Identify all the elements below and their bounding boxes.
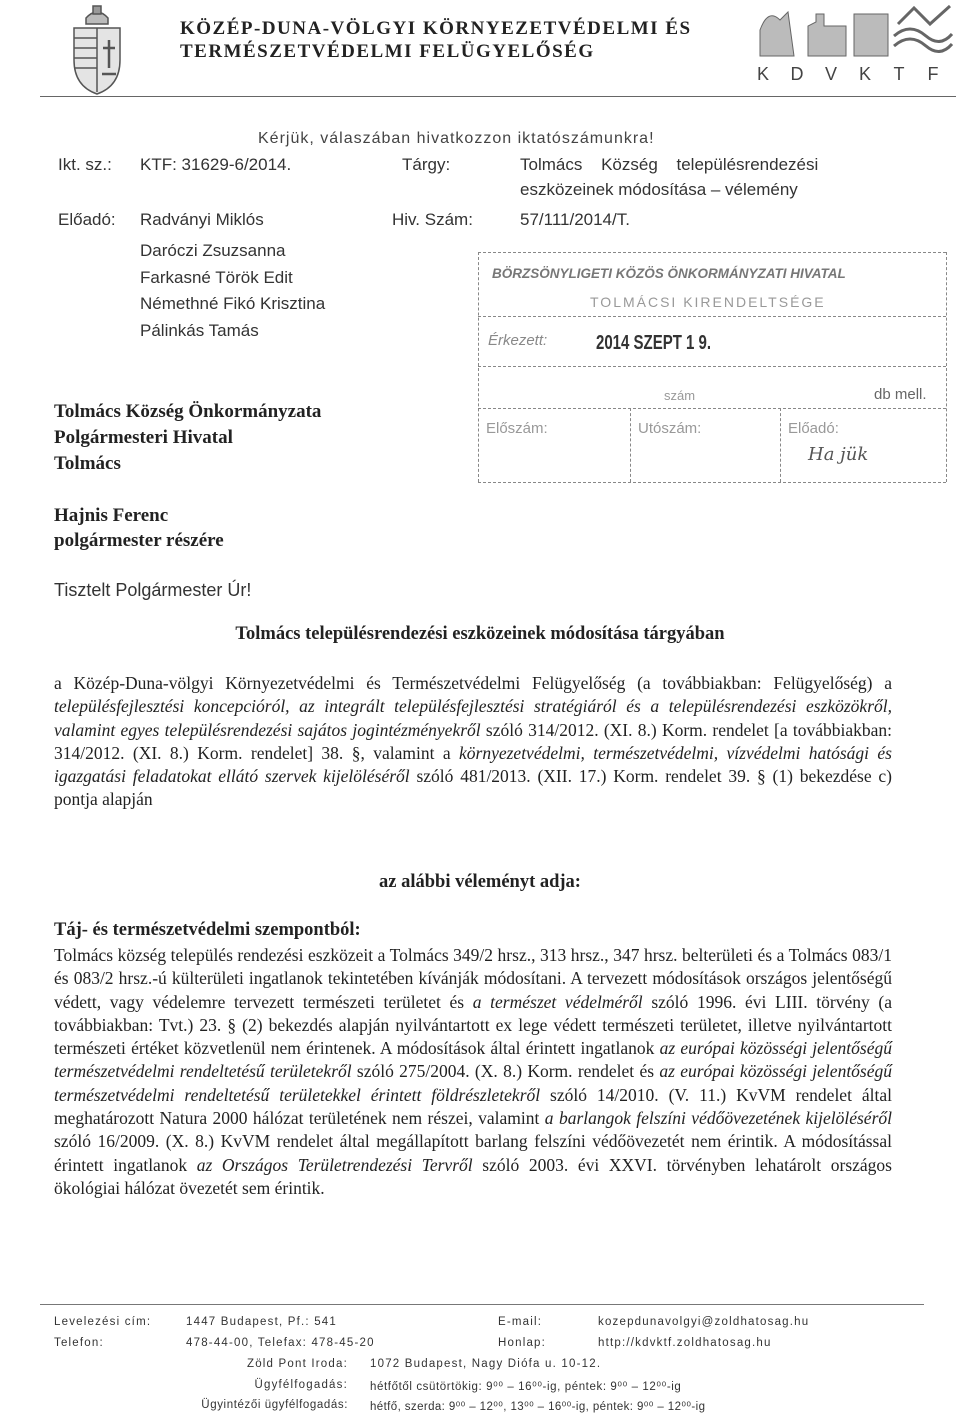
subject-heading: Tolmács településrendezési eszközeinek módosítása tárgyában: [235, 624, 725, 644]
stamp-szam-label: szám: [664, 388, 696, 403]
section-text: szóló 16/2009. (X. 8.) KvVM rendelet által megállapított barlang felszíni védőövezetét nem érintik. A módosítással érintett ingatlanok: [54, 1131, 892, 1175]
stamp-utoszam-label: Utószám:: [638, 420, 702, 437]
section-law-title: a barlangok felszíni védőövezetének kijelöléséről: [544, 1108, 892, 1129]
salutation: Tisztelt Polgármester Úr!: [54, 580, 252, 600]
kdvktf-logo: [754, 0, 954, 60]
section-paragraph: [54, 944, 892, 1200]
header-divider: [40, 96, 956, 97]
ikt-label: Ikt. sz.:: [58, 155, 112, 174]
section-text: Tolmács község település rendezési eszközeit a Tolmács 349/2 hrsz., 313 hrsz., 347 hrsz. belterületi és a Tolmács 083/1 és 083/2 hrsz.-ú külterületi ingatlanok tekintetében kívánják módosítani. A tervezett módosítások országos jelentőségű védett, vagy védelemre tervezett természeti területet és: [54, 945, 892, 1012]
abbr-letter: D: [790, 64, 804, 84]
eloado-name: Farkasné Török Edit: [140, 268, 293, 287]
eloado-name: Némethné Fikó Krisztina: [140, 294, 326, 313]
stamp-line2: TOLMÁCSI KIRENDELTSÉGE: [590, 294, 826, 310]
hiv-label: Hiv. Szám:: [392, 210, 473, 229]
intro-text: szóló 314/2012. (XI. 8.) Korm. rendelet [a továbbiakban: 314/2012. (XI. 8.) Korm. rendelet] 38. §, valamint a: [54, 719, 893, 763]
recipient-line1: Tolmács Község Önkormányzata: [54, 401, 322, 422]
section-heading: Táj- és természetvédelmi szempontból:: [54, 920, 361, 940]
org-name-line1: KÖZÉP-DUNA-VÖLGYI KÖRNYEZETVÉDELMI ÉS: [180, 18, 692, 39]
intro-text: a Közép-Duna-völgyi Környezetvédelmi és Természetvédelmi Felügyelőség (a továbbiakban: Felügyelőség) a: [54, 673, 892, 693]
stamp-eloado-handwritten: Ha jük: [808, 444, 869, 465]
intro-law-title: környezetvédelmi, természetvédelmi, vízvédelmi hatósági és igazgatási feladatokat ellátó szervek kijelöléséről: [54, 742, 892, 787]
stamp-line1: BÖRZSÖNYLIGETI KÖZÖS ÖNKORMÁNYZATI HIVATAL: [492, 266, 846, 281]
footer-divider: [40, 1304, 924, 1305]
footer-levelezesi-label: Levelezési cím:: [54, 1316, 152, 1328]
targy-line2: eszközeinek módosítása – vélemény: [520, 180, 798, 199]
intro-paragraph: [54, 672, 892, 812]
abbr-letter: K: [756, 64, 769, 84]
stamp-border-right: [946, 252, 947, 482]
stamp-erkezett-label: Érkezett:: [488, 332, 548, 349]
intro-law-title: településfejlesztési koncepcióról, az integrált településfejlesztési stratégiáról és a településrendezési eszközökről, valamint egyes településrendezési sajátos jogintézményekről: [54, 696, 892, 740]
recipient-line2: Polgármesteri Hivatal: [54, 427, 233, 448]
footer-levelezesi-value: 1447 Budapest, Pf.: 541: [186, 1316, 338, 1328]
footer-ugyfel-value: hétfőtől csütörtökig: 9⁰⁰ – 16⁰⁰-ig, péntek: 9⁰⁰ – 12⁰⁰-ig: [370, 1381, 682, 1393]
stamp-border-left: [478, 252, 479, 482]
section-law-title: a természet védelméről: [472, 991, 643, 1012]
section-law-title: az európai közösségi jelentőségű természetvédelmi rendeltetésű területekről: [54, 1038, 892, 1082]
stamp-border-top: [478, 252, 946, 253]
kdvktf-abbreviation: [746, 64, 950, 85]
stamp-cell-divider: [780, 408, 781, 482]
hiv-value: 57/111/2014/T.: [520, 210, 630, 229]
stamp-divider: [478, 408, 946, 409]
recipient-title: polgármester részére: [54, 530, 224, 551]
eloado-label: Előadó:: [58, 210, 116, 229]
stamp-divider: [478, 366, 946, 367]
recipient-line3: Tolmács: [54, 453, 121, 474]
stamp-border-bottom: [478, 482, 946, 483]
section-law-title: az Országos Területrendezési Tervről: [196, 1154, 473, 1175]
footer-email-value: kozepdunavolgyi@zoldhatosag.hu: [598, 1316, 810, 1328]
stamp-divider: [478, 316, 946, 317]
section-text: szóló 1996. évi LIII. törvény (a továbbiakban: Tvt.) 23. § (2) bekezdés alapján nyilvántartott ex lege védett természeti területet, illetve nyilvántartott természeti értéket közvetlenül nem érintenek. A módosítások által érintett ingatlanok: [54, 991, 892, 1059]
section-text: szóló 2003. évi XXVI. törvényben lehatárolt országos ökológiai hálózat övezetét sem érintik.: [54, 1154, 892, 1198]
footer-telefon-label: Telefon:: [54, 1337, 104, 1349]
abbr-letter: F: [927, 64, 939, 84]
ikt-value: KTF: 31629-6/2014.: [140, 155, 292, 174]
footer-telefon-value: 478-44-00, Telefax: 478-45-20: [186, 1337, 375, 1349]
stamp-eloszam-label: Előszám:: [486, 420, 548, 437]
opinion-heading: az alábbi véleményt adja:: [379, 872, 581, 892]
footer-iroda-label: Zöld Pont Iroda:: [246, 1358, 348, 1370]
footer-ugyintezoi-value: hétfő, szerda: 9⁰⁰ – 12⁰⁰, 13⁰⁰ – 16⁰⁰-ig, péntek: 9⁰⁰ – 12⁰⁰-ig: [370, 1401, 706, 1413]
stamp-db-mell: db mell.: [874, 386, 927, 403]
abbr-letter: K: [858, 64, 871, 84]
targy-label: Tárgy:: [402, 155, 451, 174]
eloado-name: Daróczi Zsuzsanna: [140, 241, 286, 260]
coat-of-arms-logo: [66, 4, 128, 96]
receipt-stamp: [478, 252, 948, 484]
footer-ugyintezoi-label: Ügyintézői ügyfélfogadás:: [201, 1399, 348, 1411]
footer-ugyfel-label: Ügyfélfogadás:: [254, 1379, 348, 1391]
eloado-name: Radványi Miklós: [140, 210, 264, 229]
abbr-letter: V: [824, 64, 837, 84]
intro-text: szóló 481/2013. (XII. 17.) Korm. rendelet 39. § (1) bekezdése c) pontja alapján: [54, 766, 892, 810]
stamp-eloado-label: Előadó:: [788, 420, 839, 437]
eloado-name: Pálinkás Tamás: [140, 321, 259, 340]
footer-email-label: E-mail:: [498, 1316, 543, 1328]
abbr-letter: T: [893, 64, 905, 84]
recipient-name: Hajnis Ferenc: [54, 505, 169, 526]
section-text: szóló 14/2010. (V. 11.) KvVM rendelet által meghatározott Natura 2000 hálózat területének nem részei, valamint: [54, 1084, 892, 1129]
targy-line1: Tolmács Község településrendezési: [520, 155, 819, 174]
stamp-cell-divider: [630, 408, 631, 482]
footer-honlap-value: http://kdvktf.zoldhatosag.hu: [598, 1337, 772, 1349]
stamp-date: 2014 SZEPT 1 9.: [596, 332, 712, 354]
section-text: szóló 275/2004. (X. 8.) Korm. rendelet és: [351, 1061, 660, 1082]
reference-note: Kérjük, válaszában hivatkozzon iktatószámunkra!: [258, 130, 655, 147]
org-name-line2: TERMÉSZETVÉDELMI FELÜGYELŐSÉG: [180, 41, 595, 62]
footer-iroda-value: 1072 Budapest, Nagy Diófa u. 10-12.: [370, 1358, 602, 1370]
footer-honlap-label: Honlap:: [498, 1337, 547, 1349]
section-law-title: az európai közösségi jelentőségű természetvédelmi rendeltetésű területekkel érintett földrészletekről: [54, 1061, 893, 1105]
